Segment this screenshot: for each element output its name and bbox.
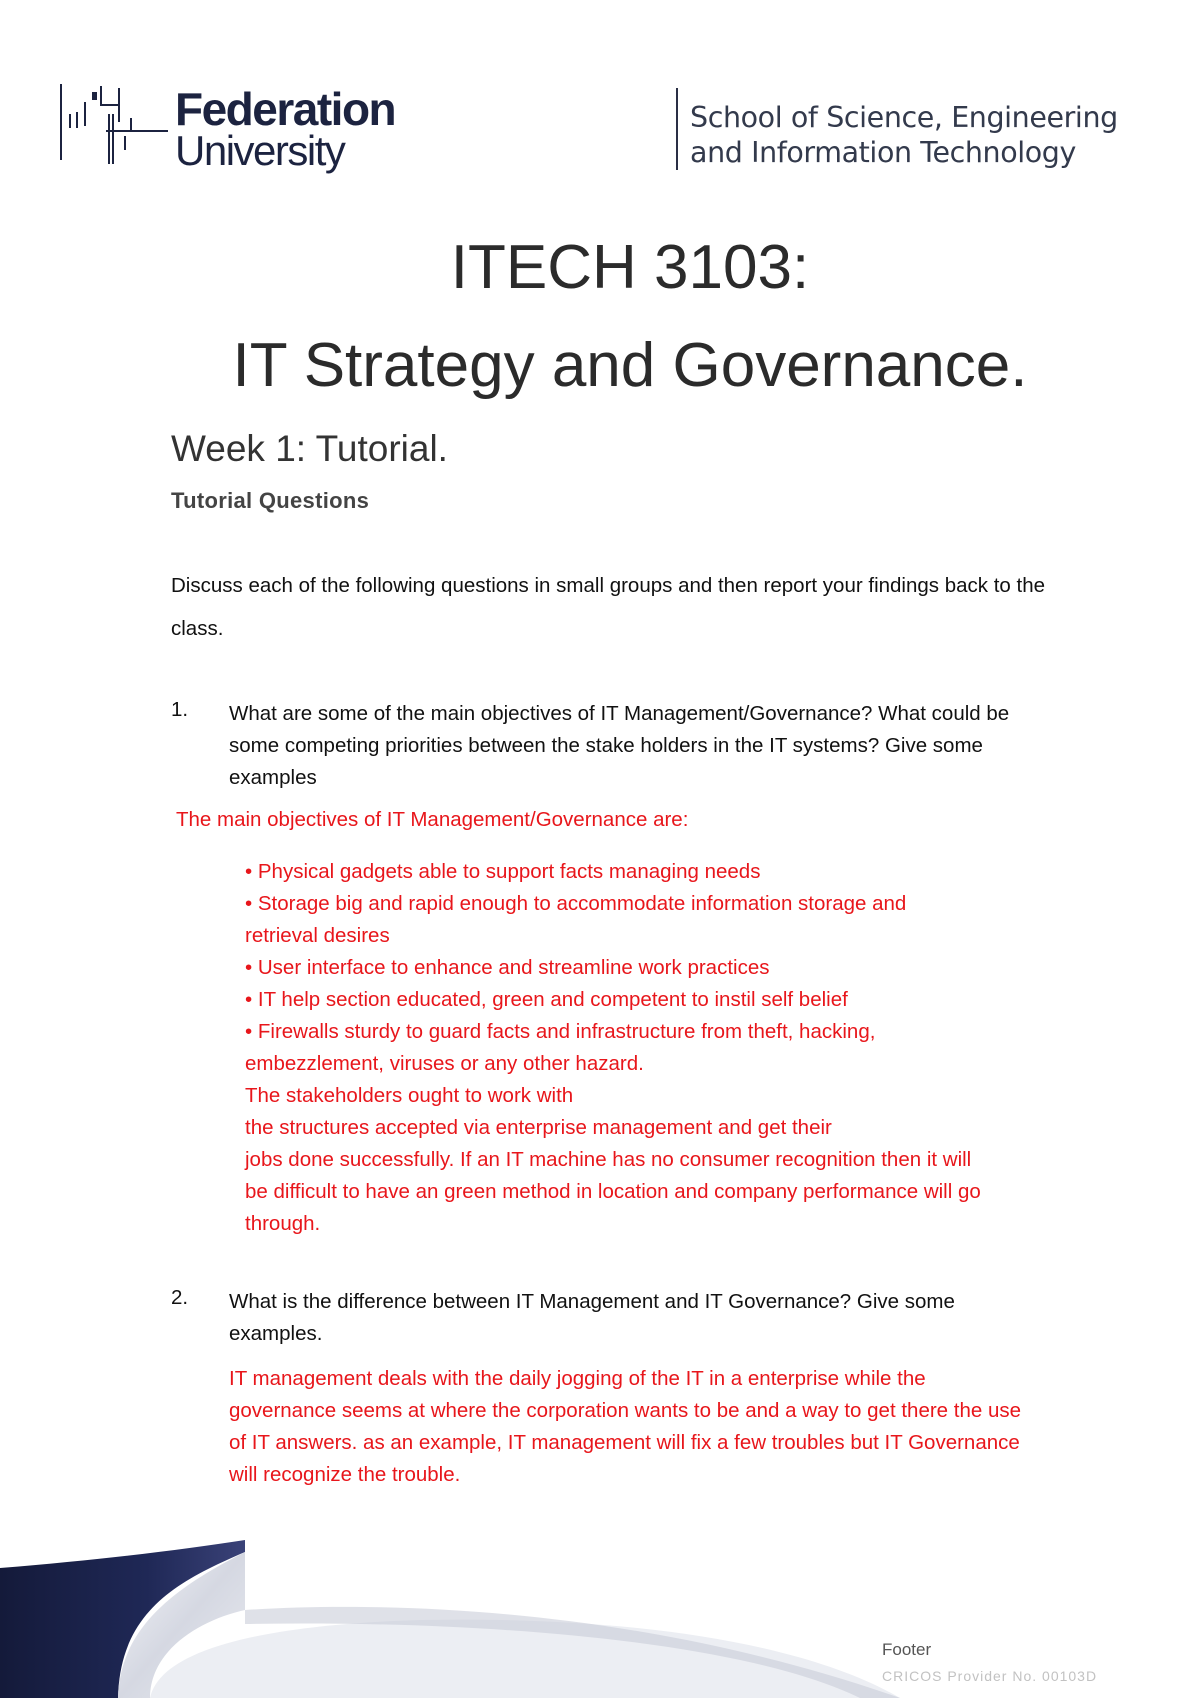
logo-wordmark [175, 83, 396, 174]
answer-line: the structures accepted via enterprise management and get their [245, 1116, 832, 1139]
logo-sub: University [175, 127, 345, 174]
answer-line: • Storage big and rapid enough to accommodate information storage and [245, 892, 907, 915]
answer-line: embezzlement, viruses or any other hazard. [245, 1052, 644, 1075]
question-line: What is the difference between IT Management and IT Governance? Give some [229, 1290, 955, 1313]
question-line: What are some of the main objectives of IT Management/Governance? What could be [229, 702, 1010, 725]
question-line: some competing priorities between the stake holders in the IT systems? Give some [229, 734, 983, 757]
school-name [690, 100, 1118, 170]
section-heading: Tutorial Questions [171, 488, 370, 513]
answer-line: be difficult to have an green method in location and company performance will go [245, 1180, 981, 1203]
question-number: 2. [171, 1286, 189, 1309]
school-line-2: and Information Technology [690, 136, 1076, 169]
question-text [229, 1286, 1109, 1350]
question-line: examples. [229, 1322, 323, 1345]
answer-line: governance seems at where the corporation wants to be and a way to get there the use [229, 1399, 1022, 1422]
intro-paragraph: Discuss each of the following questions in small groups and then report your findings back to the class. [171, 574, 1046, 640]
question-line: examples [229, 766, 317, 789]
footer-label: Footer [882, 1640, 932, 1659]
answer-2-body [229, 1363, 1109, 1491]
answer-1-lead: The main objectives of IT Management/Governance are: [176, 808, 689, 831]
answer-line: • Physical gadgets able to support facts managing needs [245, 860, 761, 883]
answer-line: retrieval desires [245, 924, 390, 947]
answer-line: will recognize the trouble. [229, 1463, 461, 1486]
answer-line: through. [245, 1212, 321, 1235]
answer-line: • Firewalls sturdy to guard facts and infrastructure from theft, hacking, [245, 1020, 876, 1043]
header-divider [676, 88, 678, 170]
question-number: 1. [171, 698, 189, 721]
federation-logo-icon [60, 84, 170, 174]
answer-line: jobs done successfully. If an IT machine has no consumer recognition then it will [245, 1148, 972, 1171]
answer-line: IT management deals with the daily jogging of the IT in a enterprise while the [229, 1367, 926, 1390]
logo-name: Federation [175, 83, 396, 135]
school-line-1: School of Science, Engineering [690, 101, 1118, 134]
answer-line: • User interface to enhance and streamline work practices [245, 956, 770, 979]
answer-1-body [245, 856, 1095, 1240]
question-text [229, 698, 1109, 794]
cricos-number: CRICOS Provider No. 00103D [882, 1668, 1098, 1684]
week-heading: Week 1: Tutorial. [171, 428, 448, 469]
answer-line: of IT answers. as an example, IT management will fix a few troubles but IT Governance [229, 1431, 1020, 1454]
course-name: IT Strategy and Governance. [232, 331, 1028, 400]
answer-line: The stakeholders ought to work with [245, 1084, 574, 1107]
course-code: ITECH 3103: [450, 233, 810, 302]
answer-line: • IT help section educated, green and competent to instil self belief [245, 988, 848, 1011]
